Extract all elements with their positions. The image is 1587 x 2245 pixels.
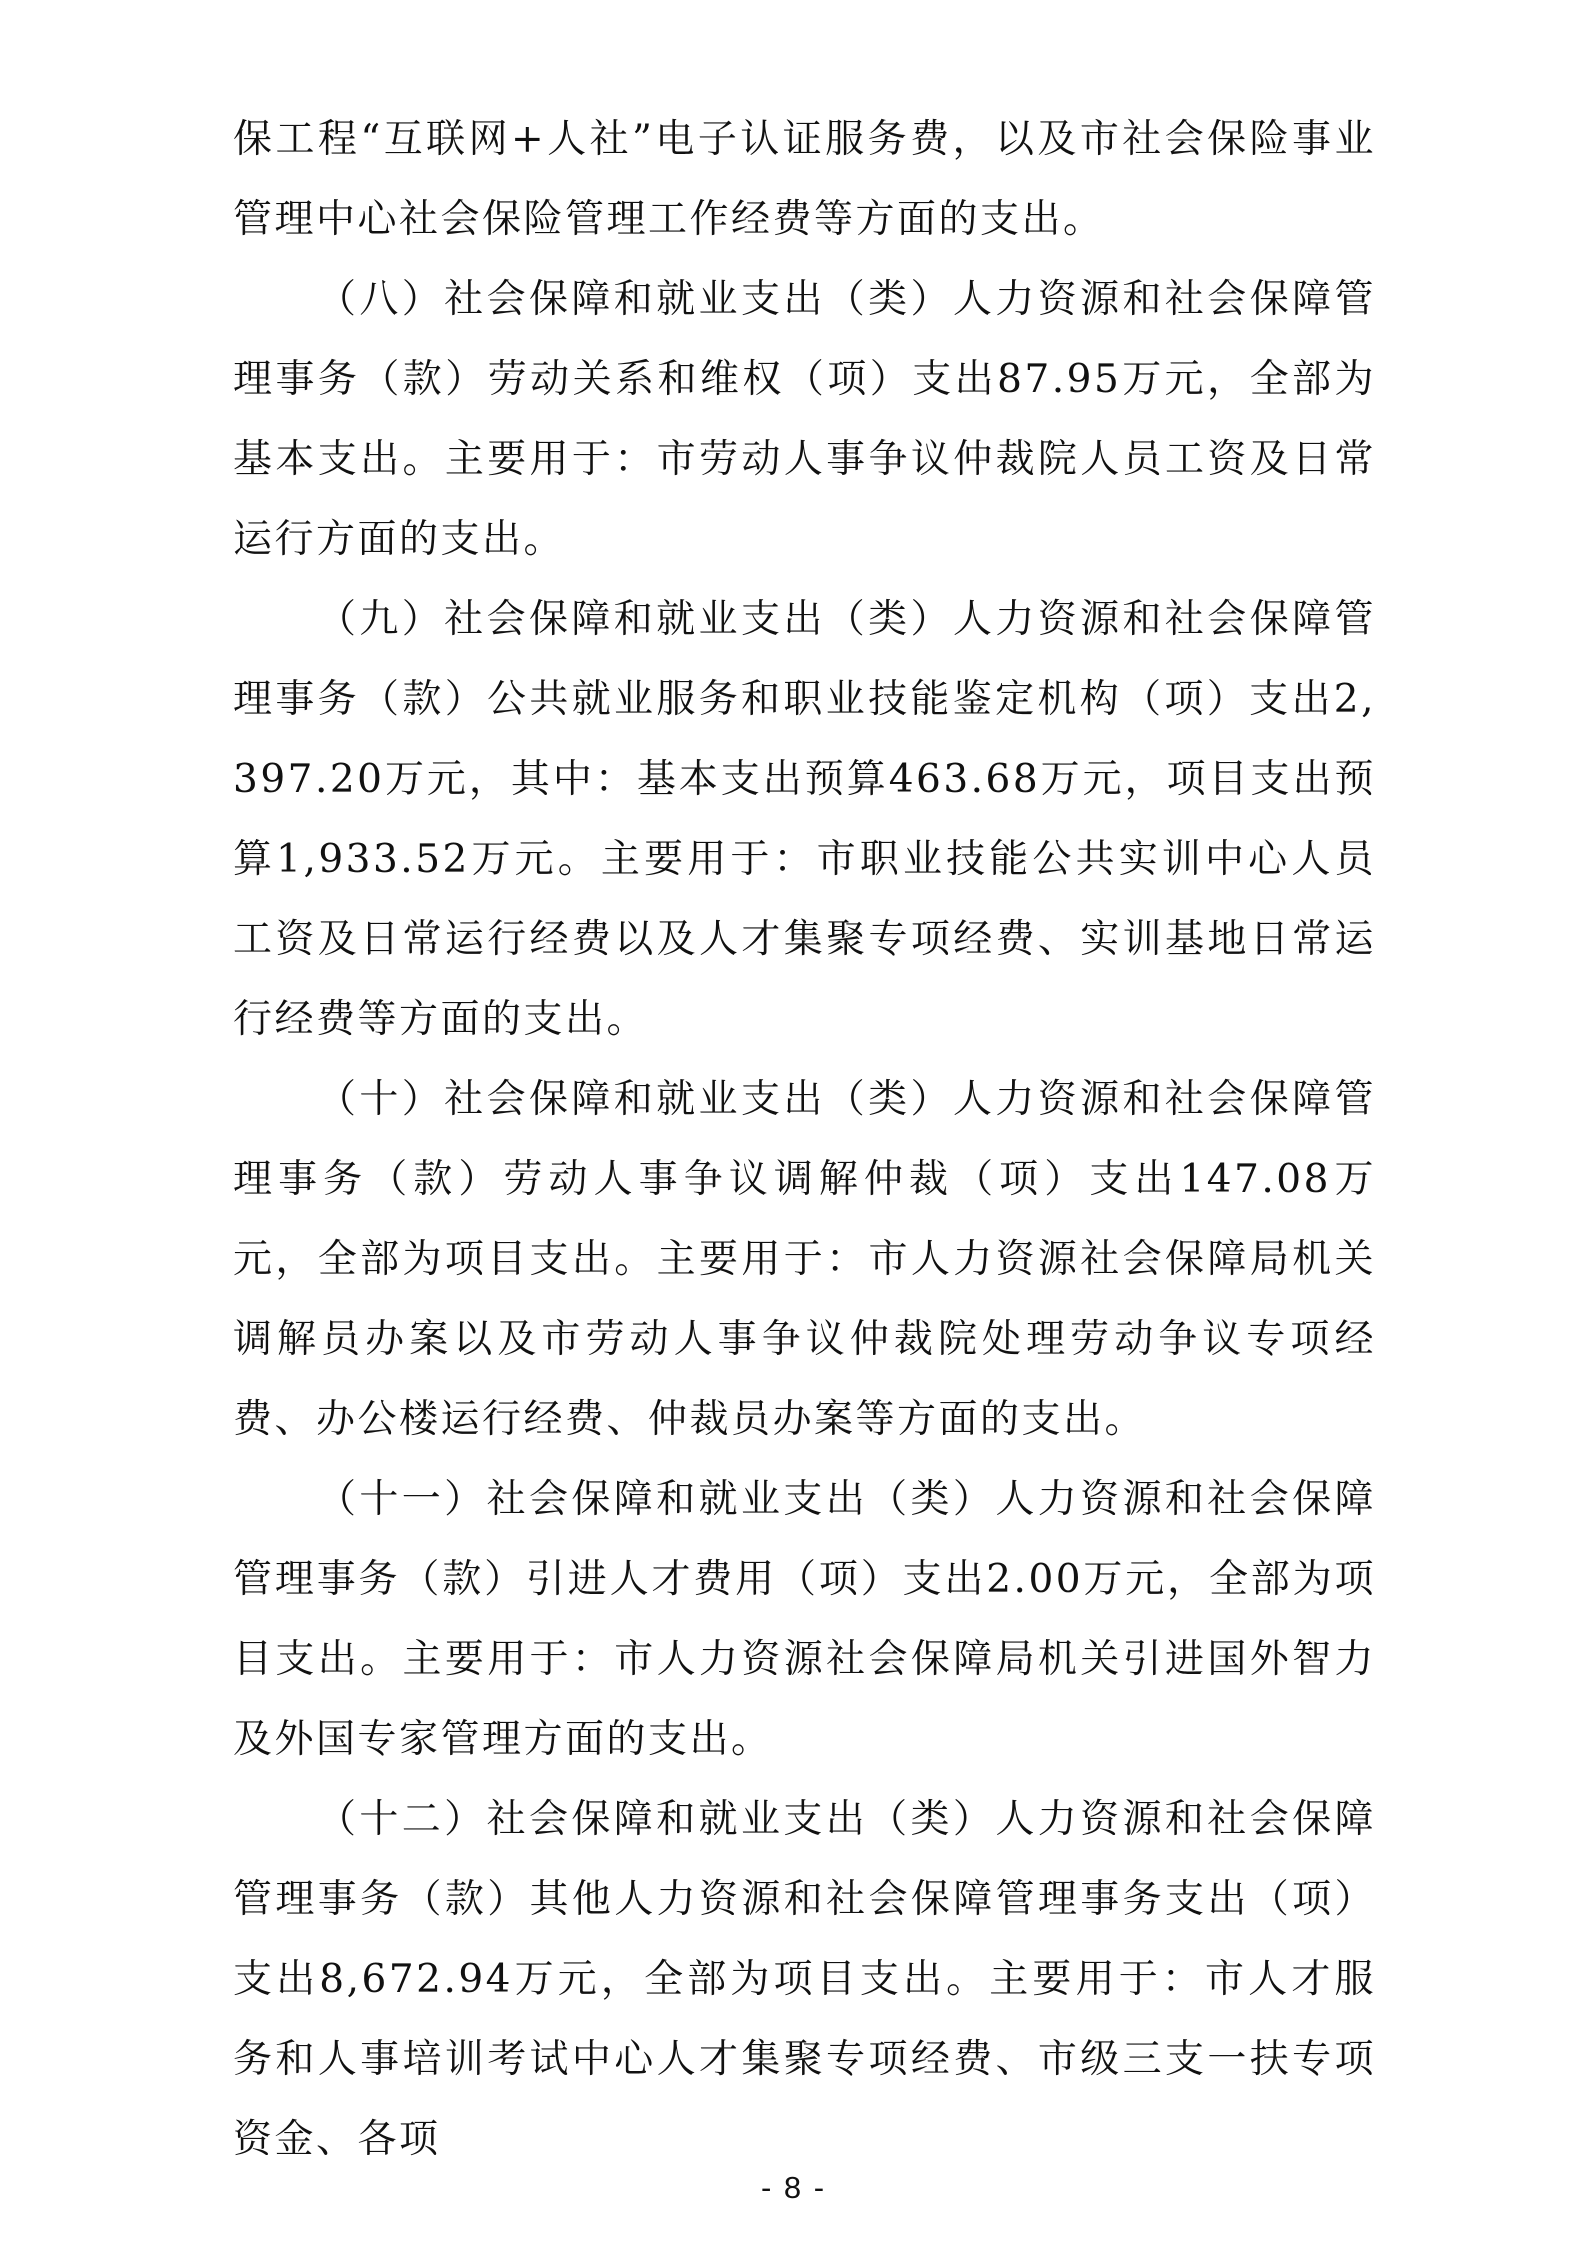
paragraph-item-11: （十一）社会保障和就业支出（类）人力资源和社会保障管理事务（款）引进人才费用（项）支出2.00万元，全部为项目支出。主要用于：市人力资源社会保障局机关引进国外智力及外国专家管理方面的支出。: [233, 1477, 1376, 1762]
paragraph-item-12: （十二）社会保障和就业支出（类）人力资源和社会保障管理事务（款）其他人力资源和社会保障管理事务支出（项）支出8,672.94万元，全部为项目支出。主要用于：市人才服务和人事培训考试中心人才集聚专项经费、市级三支一扶专项资金、各项: [233, 1797, 1376, 2162]
paragraph-item-9: （九）社会保障和就业支出（类）人力资源和社会保障管理事务（款）公共就业服务和职业技能鉴定机构（项）支出2,397.20万元，其中：基本支出预算463.68万元，项目支出预算1,933.52万元。主要用于：市职业技能公共实训中心人员工资及日常运行经费以及人才集聚专项经费、实训基地日常运行经费等方面的支出。: [233, 597, 1376, 1042]
paragraph-continuation: 保工程“互联网+人社”电子认证服务费，以及市社会保险事业管理中心社会保险管理工作经费等方面的支出。: [233, 117, 1376, 242]
paragraph-item-8: （八）社会保障和就业支出（类）人力资源和社会保障管理事务（款）劳动关系和维权（项）支出87.95万元，全部为基本支出。主要用于：市劳动人事争议仲裁院人员工资及日常运行方面的支出。: [233, 277, 1376, 562]
body-text: [233, 100, 1376, 2180]
paragraph-item-10: （十）社会保障和就业支出（类）人力资源和社会保障管理事务（款）劳动人事争议调解仲裁（项）支出147.08万元，全部为项目支出。主要用于：市人力资源社会保障局机关调解员办案以及市劳动人事争议仲裁院处理劳动争议专项经费、办公楼运行经费、仲裁员办案等方面的支出。: [233, 1077, 1376, 1442]
page-number: - 8 -: [760, 2170, 827, 2205]
